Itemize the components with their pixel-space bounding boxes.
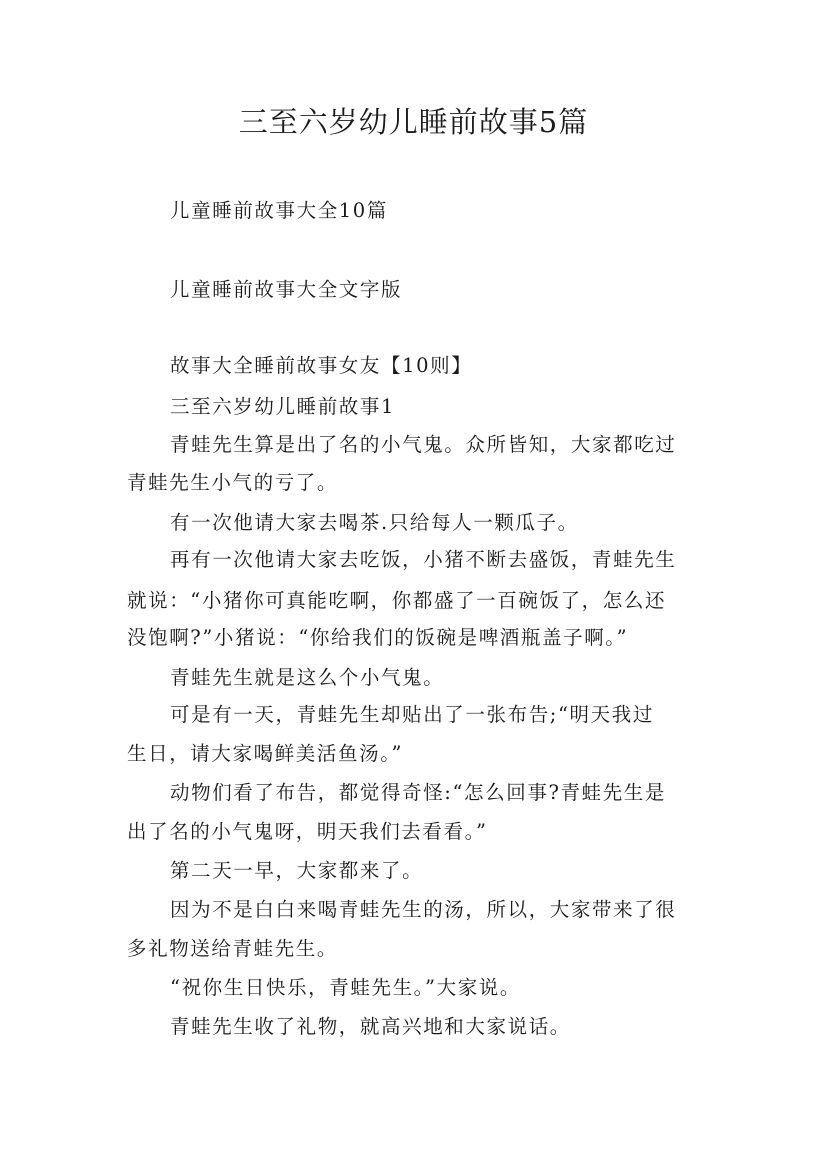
section-heading: 三至六岁幼儿睡前故事1 bbox=[170, 395, 396, 418]
paragraph-line: “祝你生日快乐，青蛙先生。”大家说。 bbox=[170, 976, 521, 999]
paragraph-line: 出了名的小气鬼呀，明天我们去看看。” bbox=[127, 820, 488, 843]
related-link-2[interactable]: 儿童睡前故事大全文字版 bbox=[170, 278, 403, 301]
paragraph-line: 因为不是白白来喝青蛙先生的汤，所以，大家带来了很 bbox=[170, 898, 677, 921]
related-link-3[interactable]: 故事大全睡前故事女友【10则】 bbox=[170, 354, 473, 377]
related-link-1[interactable]: 儿童睡前故事大全10篇 bbox=[170, 199, 388, 222]
paragraph-line: 动物们看了布告，都觉得奇怪:“怎么回事?青蛙先生是 bbox=[170, 781, 666, 804]
paragraph-line: 有一次他请大家去喝茶.只给每人一颗瓜子。 bbox=[170, 511, 579, 534]
paragraph-line: 再有一次他请大家去吃饭，小猪不断去盛饭，青蛙先生 bbox=[170, 548, 677, 571]
paragraph-line: 就说：“小猪你可真能吃啊，你都盛了一百碗饭了，怎么还 bbox=[127, 589, 667, 612]
paragraph-line: 青蛙先生就是这么个小气鬼。 bbox=[170, 666, 445, 689]
paragraph-line: 可是有一天，青蛙先生却贴出了一张布告;“明天我过 bbox=[170, 703, 654, 726]
paragraph-line: 第二天一早，大家都来了。 bbox=[170, 859, 424, 882]
document-title: 三至六岁幼儿睡前故事5篇 bbox=[238, 105, 589, 139]
paragraph-line: 生日，请大家喝鲜美活鱼汤。” bbox=[127, 742, 404, 765]
paragraph-line: 青蛙先生收了礼物，就高兴地和大家说话。 bbox=[170, 1015, 571, 1038]
paragraph-line: 青蛙先生小气的亏了。 bbox=[127, 471, 339, 494]
paragraph-line: 没饱啊?”小猪说：“你给我们的饭碗是啤酒瓶盖子啊。” bbox=[127, 626, 629, 649]
paragraph-line: 多礼物送给青蛙先生。 bbox=[127, 937, 339, 960]
paragraph-line: 青蛙先生算是出了名的小气鬼。众所皆知，大家都吃过 bbox=[170, 433, 677, 456]
